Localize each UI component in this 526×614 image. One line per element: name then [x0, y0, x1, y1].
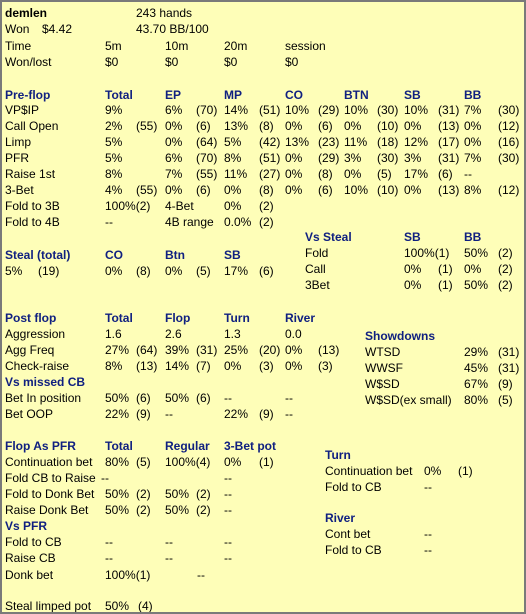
- sample-size: (42): [259, 135, 281, 149]
- stat-value: 100%(1): [404, 246, 450, 260]
- sample-size: (9): [136, 407, 151, 421]
- stat-value: 22%: [105, 407, 130, 421]
- sample-size: (30): [377, 103, 399, 117]
- sample-size: (2): [196, 487, 211, 501]
- stat-value: --: [224, 503, 232, 517]
- steal-total-value: 5%: [5, 264, 23, 278]
- sample-size: (9): [498, 377, 513, 391]
- steal-col-sb: SB: [224, 248, 241, 262]
- sample-size: (13): [318, 343, 340, 357]
- stat-value: 0%: [285, 167, 303, 181]
- vs-steal-row-label: Fold: [305, 246, 329, 260]
- stat-value: 0%: [285, 183, 303, 197]
- stat-value: 11%: [344, 135, 368, 149]
- sample-size: (5): [498, 393, 513, 407]
- sample-size: (27): [259, 167, 281, 181]
- fold-to-4b-value: --: [105, 215, 113, 229]
- postflop-row-label: Agg Freq: [5, 343, 55, 357]
- stat-value: 0%: [464, 135, 482, 149]
- stat-value: 22%: [224, 407, 249, 421]
- sample-size: (31): [438, 151, 460, 165]
- steal-limped-pot-label: Steal limped pot: [5, 599, 92, 613]
- sample-size: (8): [259, 119, 274, 133]
- stat-value: --: [165, 407, 173, 421]
- sample-size: (70): [196, 151, 218, 165]
- sample-size: (13): [438, 119, 460, 133]
- stat-value: 6%: [165, 103, 183, 117]
- preflop-row-label: Limp: [5, 135, 32, 149]
- preflop-row-label: Call Open: [5, 119, 59, 133]
- stat-value: 0%: [404, 262, 422, 276]
- flop-pfr-col-regular: Regular: [165, 439, 210, 453]
- flop-pfr-row-label: Continuation bet: [5, 455, 93, 469]
- stat-value: 50%: [165, 391, 190, 405]
- vs-steal-row-label: 3Bet: [305, 278, 330, 292]
- sample-size: (29): [318, 151, 340, 165]
- stat-value: 25%: [224, 343, 249, 357]
- sample-size: (2): [498, 262, 513, 276]
- stat-value: --: [105, 551, 113, 565]
- stat-value: 0%: [464, 262, 482, 276]
- stat-value: 50%: [105, 391, 130, 405]
- postflop-col-turn: Turn: [224, 311, 250, 325]
- time-label: Time: [5, 39, 32, 53]
- four-bet-value: 0%: [224, 199, 242, 213]
- stat-value: 5%: [224, 135, 242, 149]
- preflop-col-mp: MP: [224, 88, 242, 102]
- stat-value: 13%: [285, 135, 310, 149]
- stat-value: 6%: [165, 151, 183, 165]
- stat-value: --: [424, 480, 432, 494]
- preflop-row-label: PFR: [5, 151, 29, 165]
- fold-to-3b-label: Fold to 3B: [5, 199, 60, 213]
- vs-steal-col-bb: BB: [464, 230, 482, 244]
- sample-size: (19): [38, 264, 60, 278]
- preflop-col-co: CO: [285, 88, 303, 102]
- stat-value: 12%: [404, 135, 429, 149]
- stat-value: 4%: [105, 183, 123, 197]
- sample-size: (18): [377, 135, 399, 149]
- sample-size: (8): [259, 183, 274, 197]
- stat-value: 0%: [105, 264, 123, 278]
- turn-row-label: Continuation bet: [325, 464, 413, 478]
- stat-value: 3%: [404, 151, 422, 165]
- vs-steal-row-label: Call: [305, 262, 326, 276]
- player-name: demlen: [5, 6, 48, 20]
- sample-size: (12): [498, 119, 520, 133]
- sample-size: (2): [498, 278, 513, 292]
- stat-value: 100%(4): [165, 455, 211, 469]
- showdown-row-label: WWSF: [365, 361, 403, 375]
- stat-value: 80%: [464, 393, 489, 407]
- stat-value: 9%: [105, 103, 123, 117]
- sample-size: (64): [136, 343, 158, 357]
- stat-value: 29%: [464, 345, 489, 359]
- won-value: $4.42: [42, 22, 73, 36]
- sample-size: (6): [318, 119, 333, 133]
- sample-size: (5): [136, 455, 151, 469]
- stat-value: 0%: [165, 264, 183, 278]
- sample-size: (6): [196, 119, 211, 133]
- turn-title: Turn: [325, 448, 351, 462]
- sample-size: (31): [438, 103, 460, 117]
- stat-value: 0%: [464, 119, 482, 133]
- sample-size: (4): [138, 599, 153, 613]
- sample-size: (6): [318, 183, 333, 197]
- hand-count: 243 hands: [136, 6, 193, 20]
- stat-value: --: [424, 543, 432, 557]
- preflop-col-btn: BTN: [344, 88, 369, 102]
- stat-value: 5%: [105, 135, 123, 149]
- wonlost-20m: $0: [224, 55, 238, 69]
- stat-value: 0%: [404, 183, 422, 197]
- sample-size: (1): [458, 464, 473, 478]
- steal-col-co: CO: [105, 248, 123, 262]
- sample-size: (12): [498, 183, 520, 197]
- wonlost-session: $0: [285, 55, 299, 69]
- stat-value: 50%: [165, 503, 190, 517]
- wonlost-10m: $0: [165, 55, 179, 69]
- stat-value: --: [285, 407, 293, 421]
- sample-size: (10): [377, 119, 399, 133]
- stat-value: 8%: [105, 167, 123, 181]
- four-bet-label: 4-Bet: [165, 199, 194, 213]
- stat-value: 7%: [464, 103, 482, 117]
- flop-pfr-row-label: Fold CB to Raise: [5, 471, 96, 485]
- stat-value: 50%: [105, 503, 130, 517]
- time-col-10m: 10m: [165, 39, 189, 53]
- stat-value: 50%: [105, 599, 130, 613]
- stat-value: 80%: [105, 455, 130, 469]
- flop-pfr-col-3bet-pot: 3-Bet pot: [224, 439, 276, 453]
- stat-value: 67%: [464, 377, 489, 391]
- sample-size: (51): [259, 151, 281, 165]
- sample-size: (51): [259, 103, 281, 117]
- stat-value: 0%: [344, 119, 362, 133]
- stat-value: 50%: [105, 487, 130, 501]
- sample-size: (6): [438, 167, 453, 181]
- stat-value: 7%: [464, 151, 482, 165]
- flop-pfr-row-label: Raise Donk Bet: [5, 503, 89, 517]
- sample-size: (6): [136, 391, 151, 405]
- sample-size: (13): [438, 183, 460, 197]
- wonlost-label: Won/lost: [5, 55, 52, 69]
- vs-pfr-row-label: Donk bet: [5, 568, 54, 582]
- sample-size: (70): [196, 103, 218, 117]
- stat-value: 17%: [224, 264, 249, 278]
- stat-value: 0%: [285, 359, 303, 373]
- flop-pfr-row-label: Fold to Donk Bet: [5, 487, 95, 501]
- fold-to-4b-label: Fold to 4B: [5, 215, 60, 229]
- stat-value: 0.0: [285, 327, 302, 341]
- river-title: River: [325, 511, 356, 525]
- sample-size: (1): [438, 262, 453, 276]
- sample-size: (55): [136, 183, 158, 197]
- river-row-label: Fold to CB: [325, 543, 382, 557]
- stat-value: --: [285, 391, 293, 405]
- four-b-range-value: 0.0%: [224, 215, 252, 229]
- stat-value: 0%: [224, 455, 242, 469]
- showdown-row-label: W$SD(ex small): [365, 393, 452, 407]
- sample-size: (6): [259, 264, 274, 278]
- sample-size: (8): [136, 264, 151, 278]
- vs-steal-col-sb: SB: [404, 230, 421, 244]
- turn-row-label: Fold to CB: [325, 480, 382, 494]
- stat-value: 39%: [165, 343, 190, 357]
- time-col-20m: 20m: [224, 39, 248, 53]
- stat-value: 0%: [165, 183, 183, 197]
- sample-size: (23): [318, 135, 340, 149]
- stat-value: 1.3: [224, 327, 241, 341]
- stat-value: 8%: [464, 183, 482, 197]
- sample-size: (2): [259, 215, 274, 229]
- stat-value: 0%: [224, 183, 242, 197]
- sample-size: (3): [259, 359, 274, 373]
- steal-col-btn: Btn: [165, 248, 185, 262]
- sample-size: (64): [196, 135, 218, 149]
- stat-value: --: [424, 527, 432, 541]
- preflop-col-ep: EP: [165, 88, 182, 102]
- flop-pfr-title: Flop As PFR: [5, 439, 76, 453]
- stat-value: 10%: [404, 103, 429, 117]
- bb-per-100: 43.70 BB/100: [136, 22, 209, 36]
- sample-size: (5): [196, 264, 211, 278]
- postflop-col-flop: Flop: [165, 311, 191, 325]
- sample-size: (2): [136, 487, 151, 501]
- stat-value: 7%: [165, 167, 183, 181]
- stat-value: 11%: [224, 167, 248, 181]
- vs-pfr-title: Vs PFR: [5, 519, 48, 533]
- showdowns-title: Showdowns: [365, 329, 435, 343]
- stat-value: 10%: [344, 183, 369, 197]
- stat-value: --: [197, 568, 205, 582]
- sample-size: (1): [438, 278, 453, 292]
- preflop-row-label: Raise 1st: [5, 167, 56, 181]
- vs-missed-cb-title: Vs missed CB: [5, 375, 86, 389]
- preflop-title: Pre-flop: [5, 88, 51, 102]
- preflop-col-sb: SB: [404, 88, 421, 102]
- vs-pfr-row-label: Raise CB: [5, 551, 56, 565]
- postflop-col-river: River: [285, 311, 316, 325]
- vs-steal-title: Vs Steal: [305, 230, 352, 244]
- stat-value: 0%: [404, 119, 422, 133]
- sample-size: (9): [259, 407, 274, 421]
- stat-value: --: [165, 551, 173, 565]
- stat-value: --: [224, 535, 232, 549]
- sample-size: (7): [196, 359, 211, 373]
- stat-value: --: [105, 535, 113, 549]
- four-b-range-label: 4B range: [165, 215, 214, 229]
- sample-size: (5): [377, 167, 392, 181]
- river-row-label: Cont bet: [325, 527, 371, 541]
- stat-value: 13%: [224, 119, 249, 133]
- sample-size: (29): [318, 103, 340, 117]
- stat-value: 0%: [165, 119, 183, 133]
- fold-to-3b-value: 100%(2): [105, 199, 151, 213]
- stat-value: 0%: [165, 135, 183, 149]
- missed-cb-row-label: Bet In position: [5, 391, 82, 405]
- stat-value: 50%: [464, 278, 489, 292]
- sample-size: (13): [136, 359, 158, 373]
- stat-value: 0%: [224, 359, 242, 373]
- time-col-session: session: [285, 39, 326, 53]
- stat-value: --: [224, 487, 232, 501]
- sample-size: (2): [259, 199, 274, 213]
- stat-value: 8%: [224, 151, 242, 165]
- postflop-row-label: Aggression: [5, 327, 66, 341]
- sample-size: (2): [498, 246, 513, 260]
- time-col-5m: 5m: [105, 39, 122, 53]
- stat-value: 0%: [285, 119, 303, 133]
- stat-value: --: [165, 535, 173, 549]
- stat-value: 10%: [285, 103, 310, 117]
- stat-value: 45%: [464, 361, 489, 375]
- preflop-row-label: VP$IP: [5, 103, 40, 117]
- sample-size: (3): [318, 359, 333, 373]
- steal-total-title: Steal (total): [5, 248, 71, 262]
- sample-size: (30): [498, 151, 520, 165]
- preflop-row-label: 3-Bet: [5, 183, 34, 197]
- stat-value: 50%: [464, 246, 489, 260]
- vs-pfr-row-label: Fold to CB: [5, 535, 62, 549]
- stat-value: --: [101, 471, 109, 485]
- sample-size: (16): [498, 135, 520, 149]
- preflop-col-total: Total: [105, 88, 133, 102]
- stat-value: 0%: [285, 151, 303, 165]
- stat-value: 1.6: [105, 327, 122, 341]
- sample-size: (6): [196, 391, 211, 405]
- stat-value: 0%: [285, 343, 303, 357]
- sample-size: (2): [136, 503, 151, 517]
- stat-value: 17%: [404, 167, 429, 181]
- missed-cb-row-label: Bet OOP: [5, 407, 54, 421]
- preflop-col-bb: BB: [464, 88, 482, 102]
- flop-pfr-col-total: Total: [105, 439, 133, 453]
- stat-value: 10%: [344, 103, 369, 117]
- showdown-row-label: WTSD: [365, 345, 401, 359]
- sample-size: (8): [318, 167, 333, 181]
- stat-value: 3%: [344, 151, 362, 165]
- sample-size: (55): [136, 119, 158, 133]
- stat-value: 50%: [165, 487, 190, 501]
- stat-value: 0%: [404, 278, 422, 292]
- sample-size: (20): [259, 343, 281, 357]
- stat-value: 2.6: [165, 327, 182, 341]
- sample-size: (6): [196, 183, 211, 197]
- stat-value: 5%: [105, 151, 123, 165]
- sample-size: (30): [498, 103, 520, 117]
- sample-size: (1): [259, 455, 274, 469]
- stat-value: --: [464, 167, 472, 181]
- postflop-col-total: Total: [105, 311, 133, 325]
- stat-value: 0%: [344, 167, 362, 181]
- won-label: Won: [5, 22, 30, 36]
- stat-value: 8%: [105, 359, 123, 373]
- postflop-title: Post flop: [5, 311, 57, 325]
- sample-size: (55): [196, 167, 218, 181]
- sample-size: (31): [498, 361, 520, 375]
- wonlost-5m: $0: [105, 55, 119, 69]
- stat-value: --: [224, 391, 232, 405]
- stat-value: 14%: [224, 103, 249, 117]
- stat-value: 27%: [105, 343, 130, 357]
- sample-size: (31): [196, 343, 218, 357]
- stat-value: 2%: [105, 119, 123, 133]
- sample-size: (2): [196, 503, 211, 517]
- showdown-row-label: W$SD: [365, 377, 400, 391]
- postflop-row-label: Check-raise: [5, 359, 70, 373]
- sample-size: (17): [438, 135, 460, 149]
- stat-value: 0%: [424, 464, 442, 478]
- stat-value: 100%(1): [105, 568, 151, 582]
- sample-size: (30): [377, 151, 399, 165]
- sample-size: (31): [498, 345, 520, 359]
- stat-value: --: [224, 471, 232, 485]
- sample-size: (10): [377, 183, 399, 197]
- stat-value: --: [224, 551, 232, 565]
- stat-value: 14%: [165, 359, 190, 373]
